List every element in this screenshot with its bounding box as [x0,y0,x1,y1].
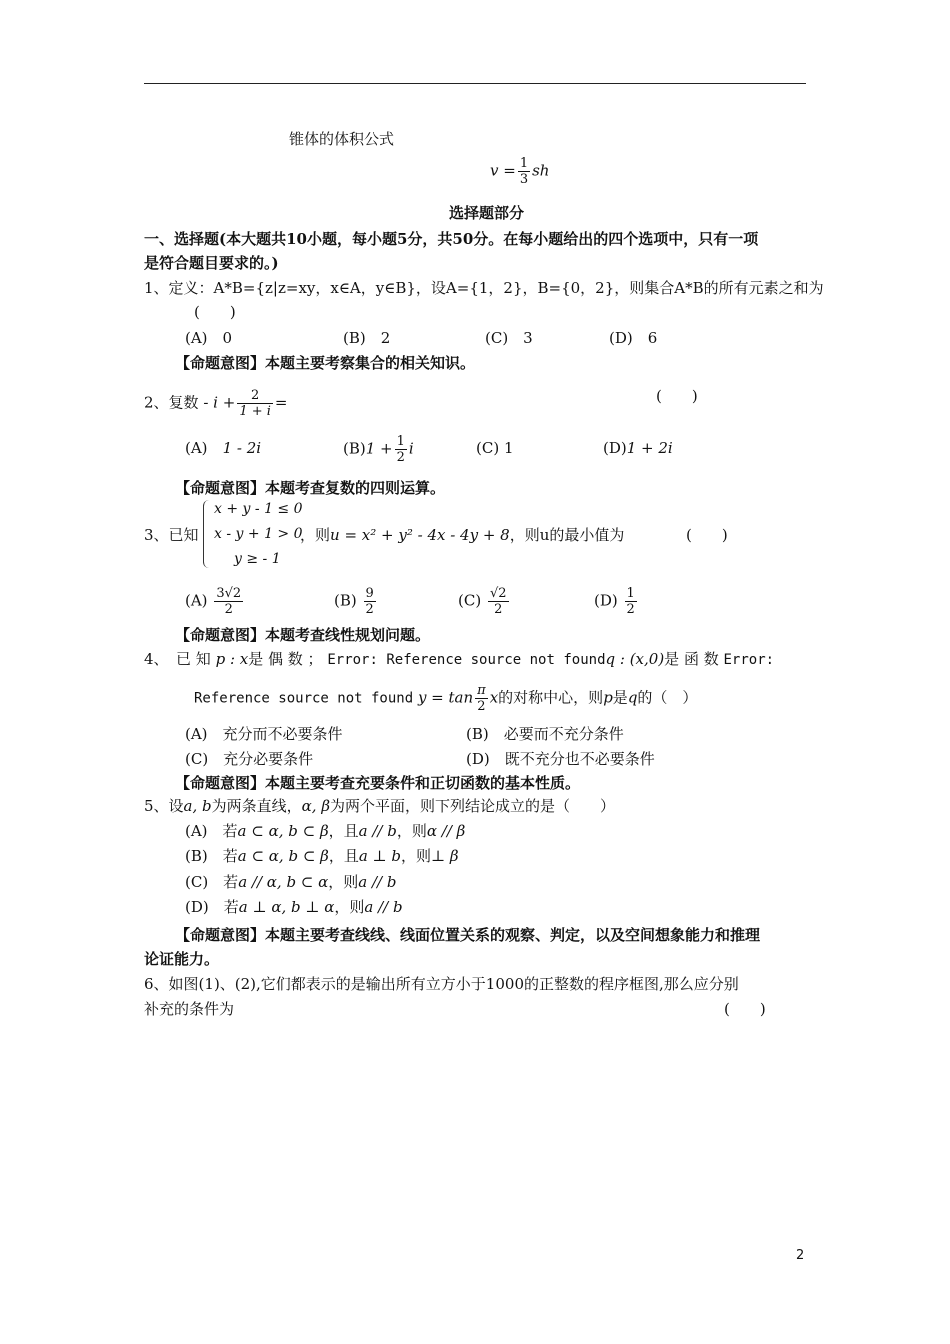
q3-intent: 【命题意图】本题考查线性规划问题。 [175,626,431,644]
section-title: 选择题部分 [449,204,525,222]
part-heading-line1: 一、选择题(本大题共10小题，每小题5分，共50分。在每小题给出的四个选项中，只有一项 [144,230,759,248]
q3-prefix: 3、已知 [144,526,199,544]
q1-blank: ( ) [194,303,236,321]
q6-stem-line2: 补充的条件为 [144,1000,235,1018]
q4-option-c: (C) 充分必要条件 [185,750,314,768]
fraction: $\frac{2}{1 + i}$ [239,388,271,419]
q3-option-d: (D) $\frac{1}{2}$ [594,586,635,617]
fraction: $\frac{√2}{2}$ [489,586,507,617]
q2-stem: 2、复数 - i + $\frac{2}{1 + i}$ = [144,388,288,419]
q3-stem: ，则u = x² + y² - 4x - 4y + 8，则u的最小值为 [300,526,625,544]
q5-option-d: (D) 若a ⊥ α, b ⊥ α，则a // b [185,898,403,916]
q5-option-c: (C) 若a // α, b ⊂ α，则a // b [185,873,397,891]
header-rule [144,83,806,84]
fraction: $\frac{3√2}{2}$ [216,586,242,617]
q4-stem-line1: 4、 已 知 p : x是 偶 数 ； Error: Reference source not foundq : (x,0)是 函 数 Error: [144,650,775,668]
cone-volume-formula: v = $\frac{1}{3}$ sh [490,156,550,187]
q5-stem: 5、设a, b为两条直线，α, β为两个平面，则下列结论成立的是（ ） [144,797,616,815]
q2-option-c: (C) 1 [476,439,514,457]
q3-option-a: (A) $\frac{3√2}{2}$ [185,586,242,617]
q3-blank: ( ) [686,526,728,544]
q2-blank: ( ) [656,387,698,405]
fraction: $\frac{1}{2}$ [626,586,635,617]
q3-constraint-1: x + y - 1 ≤ 0 [214,501,303,517]
q5-intent-line1: 【命题意图】本题主要考查线线、线面位置关系的观察、判定，以及空间想象能力和推理 [175,926,761,944]
system-brace [203,500,210,568]
q1-option-a: (A) 0 [185,329,233,347]
q3-constraint-3: y ≥ - 1 [234,551,281,567]
q1-option-b: (B) 2 [343,329,391,347]
q6-blank: ( ) [724,1000,766,1018]
q1-option-c: (C) 3 [485,329,533,347]
q4-option-a: (A) 充分而不必要条件 [185,725,343,743]
q1-intent: 【命题意图】本题主要考察集合的相关知识。 [175,354,476,372]
q6-stem-line1: 6、如图(1)、(2),它们都表示的是输出所有立方小于1000的正整数的程序框图,那么应分别 [144,975,739,993]
q1-option-d: (D) 6 [609,329,658,347]
q3-constraint-2: x - y + 1 > 0 [214,526,303,542]
page-number: 2 [796,1248,805,1263]
fraction: $\frac{1}{3}$ [519,156,529,187]
q5-intent-line2: 论证能力。 [144,950,220,968]
q4-option-b: (B) 必要而不充分条件 [466,725,624,743]
q4-option-d: (D) 既不充分也不必要条件 [466,750,655,768]
q1-stem: 1、定义：A*B={z|z=xy，x∈A，y∈B}，设A={1，2}，B={0，2}，则集合A*B的所有元素之和为 [144,279,824,297]
q2-option-b: (B)1 + $\frac{1}{2}$ i [343,434,414,465]
q3-option-b: (B) $\frac{9}{2}$ [334,586,374,617]
q3-option-c: (C) $\frac{√2}{2}$ [458,586,507,617]
part-heading-line2: 是符合题目要求的。) [144,254,279,272]
q4-stem-line2: Reference source not found y = tan $\frac{\pi}{2}$ x的对称中心，则p是q的（ ） [194,683,698,714]
q5-option-b: (B) 若a ⊂ α, b ⊂ β，且a ⊥ b，则⊥ β [185,847,459,865]
cone-volume-label: 锥体的体积公式 [289,130,395,148]
fraction: $\frac{9}{2}$ [365,586,374,617]
fraction: $\frac{\pi}{2}$ [477,683,486,714]
q2-option-a: (A) 1 - 2i [185,439,262,457]
q2-option-d: (D)1 + 2i [603,439,673,457]
q5-option-a: (A) 若a ⊂ α, b ⊂ β，且a // b，则α // β [185,822,466,840]
q2-intent: 【命题意图】本题考查复数的四则运算。 [175,479,446,497]
fraction: $\frac{1}{2}$ [396,434,405,465]
q4-intent: 【命题意图】本题主要考查充要条件和正切函数的基本性质。 [175,774,581,792]
